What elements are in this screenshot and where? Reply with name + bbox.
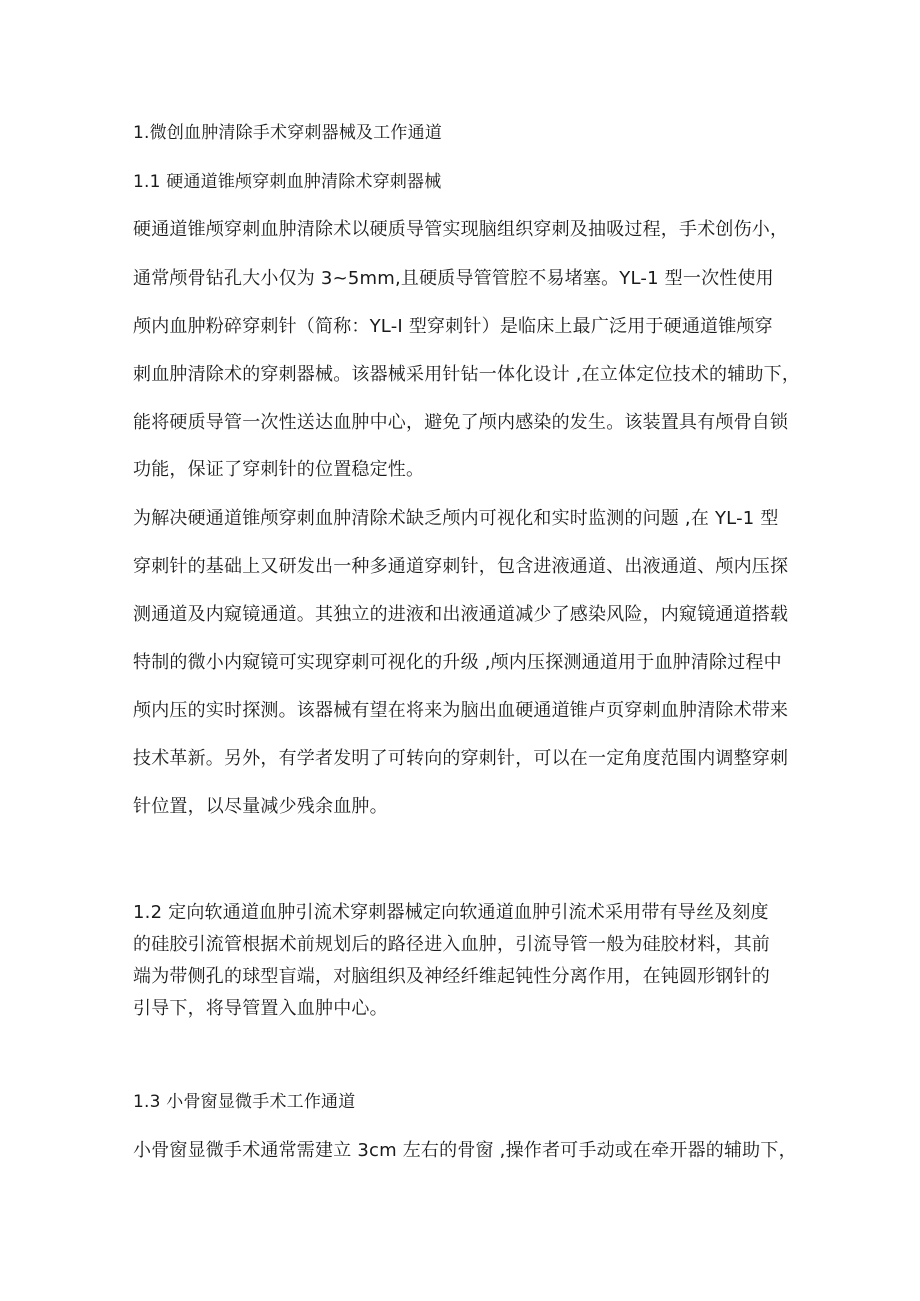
section-1-2-line: 引导下，将导管置入血肿中心。 [133, 998, 388, 1019]
paragraph-line: 测通道及内窥镜通道。其独立的进液和出液通道减少了感染风险，内窥镜通道搭载 [133, 604, 789, 625]
paragraph-line: 小骨窗显微手术通常需建立 3cm 左右的骨窗 ,操作者可手动或在牵开器的辅助下， [133, 1140, 797, 1161]
paragraph-line: 通常颅骨钻孔大小仅为 3~5mm,且硬质导管管腔不易堵塞。YL-1 型一次性使用 [133, 268, 774, 289]
paragraph-line: 能将硬质导管一次性送达血肿中心，避免了颅内感染的发生。该装置具有颅骨自锁 [133, 412, 789, 433]
paragraph-line: 为解决硬通道锥颅穿刺血肿清除术缺乏颅内可视化和实时监测的问题 ,在 YL-1 型 [133, 508, 779, 529]
paragraph-line: 颅内压的实时探测。该器械有望在将来为脑出血硬通道锥卢页穿刺血肿清除术带来 [133, 700, 789, 721]
paragraph-line: 特制的微小内窥镜可实现穿刺可视化的升级 ,颅内压探测通道用于血肿清除过程中 [133, 652, 782, 673]
section-1-2-line: 端为带侧孔的球型盲端，对脑组织及神经纤维起钝性分离作用，在钝圆形钢针的 [133, 966, 770, 987]
paragraph-line: 技术革新。另外，有学者发明了可转向的穿刺针，可以在一定角度范围内调整穿刺 [133, 748, 789, 769]
section-1-2-line: 的硅胶引流管根据术前规划后的路径进入血肿，引流导管一般为硅胶材料，其前 [133, 934, 770, 955]
section-1-1-heading: 1.1 硬通道锥颅穿刺血肿清除术穿刺器械 [133, 172, 442, 192]
section-1-3-heading: 1.3 小骨窗显微手术工作通道 [133, 1092, 356, 1112]
paragraph-line: 硬通道锥颅穿刺血肿清除术以硬质导管实现脑组织穿刺及抽吸过程，手术创伤小， [133, 219, 789, 240]
section-1-2-line: 1.2 定向软通道血肿引流术穿刺器械定向软通道血肿引流术采用带有导丝及刻度 [133, 902, 769, 923]
paragraph-line: 穿刺针的基础上又研发出一种多通道穿刺针，包含进液通道、出液通道、颅内压探 [133, 556, 789, 577]
paragraph-line: 功能，保证了穿刺针的位置稳定性。 [133, 459, 425, 480]
paragraph-line: 针位置，以尽量减少残余血肿。 [133, 796, 388, 817]
section-1-heading: 1.微创血肿清除手术穿刺器械及工作通道 [133, 123, 443, 143]
paragraph-line: 刺血肿清除术的穿刺器械。该器械采用针钻一体化设计 ,在立体定位技术的辅助下， [133, 364, 801, 385]
paragraph-line: 颅内血肿粉碎穿刺针（简称：YL-I 型穿刺针）是临床上最广泛用于硬通道锥颅穿 [133, 316, 773, 337]
